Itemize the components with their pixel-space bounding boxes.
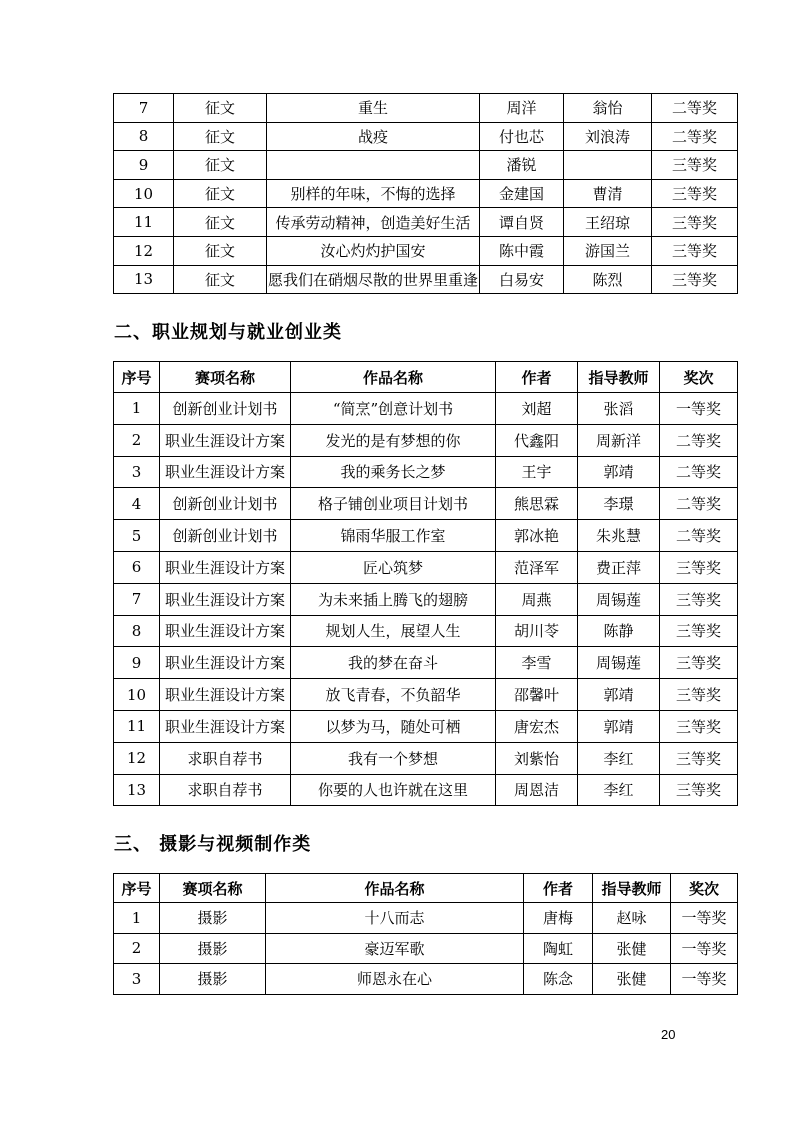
cell-work: 以梦为马，随处可栖 (291, 710, 496, 742)
table-row (114, 742, 738, 774)
cell-author: 付也芯 (480, 122, 564, 151)
cell-teacher: 周锡莲 (578, 583, 660, 615)
cell-work: 别样的年味，不悔的选择 (267, 179, 480, 208)
cell-no: 8 (114, 615, 160, 647)
cell-award: 三等奖 (652, 208, 738, 237)
cell-work: 汝心灼灼护国安 (267, 236, 480, 265)
header-author: 作者 (496, 362, 578, 393)
cell-award: 二等奖 (652, 94, 738, 123)
cell-no: 2 (114, 933, 160, 964)
cell-no: 13 (114, 774, 160, 806)
cell-author: 王宇 (496, 456, 578, 488)
cell-category: 求职自荐书 (160, 742, 291, 774)
table-row (114, 551, 738, 583)
cell-award: 一等奖 (671, 964, 738, 995)
cell-no: 2 (114, 424, 160, 456)
cell-author: 胡川苓 (496, 615, 578, 647)
cell-category: 摄影 (160, 964, 266, 995)
cell-author: 刘超 (496, 393, 578, 425)
cell-category: 职业生涯设计方案 (160, 583, 291, 615)
cell-work: 为未来插上腾飞的翅膀 (291, 583, 496, 615)
cell-award: 二等奖 (660, 520, 738, 552)
cell-award: 二等奖 (652, 122, 738, 151)
cell-category: 征文 (174, 265, 267, 294)
cell-award: 三等奖 (652, 265, 738, 294)
cell-award: 三等奖 (660, 647, 738, 679)
cell-author: 周燕 (496, 583, 578, 615)
cell-category: 职业生涯设计方案 (160, 710, 291, 742)
table-row (114, 647, 738, 679)
cell-work (267, 151, 480, 180)
cell-teacher: 李红 (578, 742, 660, 774)
cell-category: 征文 (174, 236, 267, 265)
cell-category: 职业生涯设计方案 (160, 456, 291, 488)
cell-author: 邵馨叶 (496, 679, 578, 711)
cell-author: 谭自贤 (480, 208, 564, 237)
cell-category: 创新创业计划书 (160, 488, 291, 520)
cell-award: 一等奖 (671, 933, 738, 964)
cell-award: 三等奖 (660, 583, 738, 615)
cell-no: 6 (114, 551, 160, 583)
table-body (114, 903, 738, 995)
cell-award: 三等奖 (660, 742, 738, 774)
cell-no: 13 (114, 265, 174, 294)
header-work: 作品名称 (291, 362, 496, 393)
table-row (114, 583, 738, 615)
cell-category: 求职自荐书 (160, 774, 291, 806)
table-row (114, 265, 738, 294)
cell-teacher: 陈烈 (564, 265, 652, 294)
cell-no: 12 (114, 742, 160, 774)
cell-work: 战疫 (267, 122, 480, 151)
cell-category: 职业生涯设计方案 (160, 615, 291, 647)
table-header-row (114, 874, 738, 903)
cell-teacher: 郭靖 (578, 456, 660, 488)
cell-author: 陈中霞 (480, 236, 564, 265)
cell-work: 我的乘务长之梦 (291, 456, 496, 488)
cell-no: 5 (114, 520, 160, 552)
table-row (114, 393, 738, 425)
table-row (114, 179, 738, 208)
table-row (114, 903, 738, 934)
section-heading-career-planning: 二、职业规划与就业创业类 (114, 322, 342, 343)
cell-award: 三等奖 (660, 679, 738, 711)
cell-award: 三等奖 (652, 236, 738, 265)
table-row (114, 774, 738, 806)
header-teacher: 指导教师 (593, 874, 671, 903)
table-row (114, 488, 738, 520)
cell-teacher: 张健 (593, 964, 671, 995)
cell-award: 三等奖 (660, 774, 738, 806)
cell-author: 潘锐 (480, 151, 564, 180)
table-row (114, 964, 738, 995)
cell-author: 白易安 (480, 265, 564, 294)
cell-no: 8 (114, 122, 174, 151)
cell-teacher: 游国兰 (564, 236, 652, 265)
cell-author: 熊思霖 (496, 488, 578, 520)
cell-author: 李雪 (496, 647, 578, 679)
cell-author: 范泽军 (496, 551, 578, 583)
cell-category: 摄影 (160, 933, 266, 964)
header-no: 序号 (114, 362, 160, 393)
cell-work: 师恩永在心 (266, 964, 524, 995)
cell-work: 我有一个梦想 (291, 742, 496, 774)
cell-teacher: 曹清 (564, 179, 652, 208)
cell-work: 愿我们在硝烟尽散的世界里重逢 (267, 265, 480, 294)
cell-teacher: 周锡莲 (578, 647, 660, 679)
cell-no: 1 (114, 903, 160, 934)
essay-awards-table-continued (113, 93, 738, 294)
cell-work: 格子铺创业项目计划书 (291, 488, 496, 520)
cell-category: 职业生涯设计方案 (160, 647, 291, 679)
cell-category: 职业生涯设计方案 (160, 679, 291, 711)
cell-category: 职业生涯设计方案 (160, 551, 291, 583)
cell-work: 规划人生，展望人生 (291, 615, 496, 647)
cell-category: 征文 (174, 151, 267, 180)
table-row (114, 208, 738, 237)
cell-category: 征文 (174, 208, 267, 237)
cell-teacher: 王绍琼 (564, 208, 652, 237)
cell-award: 二等奖 (660, 424, 738, 456)
cell-no: 10 (114, 179, 174, 208)
cell-teacher: 郭靖 (578, 679, 660, 711)
page-number: 20 (661, 1027, 676, 1042)
cell-award: 三等奖 (652, 151, 738, 180)
cell-author: 刘紫怡 (496, 742, 578, 774)
cell-teacher: 李璟 (578, 488, 660, 520)
header-teacher: 指导教师 (578, 362, 660, 393)
cell-award: 一等奖 (671, 903, 738, 934)
cell-work: 发光的是有梦想的你 (291, 424, 496, 456)
cell-no: 12 (114, 236, 174, 265)
cell-teacher: 周新洋 (578, 424, 660, 456)
cell-work: 重生 (267, 94, 480, 123)
cell-award: 三等奖 (652, 179, 738, 208)
cell-award: 二等奖 (660, 488, 738, 520)
table-row (114, 151, 738, 180)
cell-teacher: 张健 (593, 933, 671, 964)
header-work: 作品名称 (266, 874, 524, 903)
career-planning-awards-table (113, 361, 738, 806)
cell-award: 一等奖 (660, 393, 738, 425)
cell-work: 我的梦在奋斗 (291, 647, 496, 679)
cell-category: 创新创业计划书 (160, 520, 291, 552)
cell-teacher: 赵咏 (593, 903, 671, 934)
cell-no: 9 (114, 647, 160, 679)
cell-teacher: 翁怡 (564, 94, 652, 123)
cell-category: 摄影 (160, 903, 266, 934)
table-body (114, 94, 738, 294)
table-row (114, 236, 738, 265)
cell-no: 9 (114, 151, 174, 180)
cell-category: 征文 (174, 94, 267, 123)
cell-teacher: 郭靖 (578, 710, 660, 742)
cell-teacher: 李红 (578, 774, 660, 806)
table-row (114, 933, 738, 964)
cell-no: 1 (114, 393, 160, 425)
table-row (114, 456, 738, 488)
header-category: 赛项名称 (160, 874, 266, 903)
cell-award: 三等奖 (660, 551, 738, 583)
photography-video-awards-table (113, 873, 738, 995)
cell-category: 职业生涯设计方案 (160, 424, 291, 456)
table-row (114, 122, 738, 151)
header-category: 赛项名称 (160, 362, 291, 393)
table-row (114, 679, 738, 711)
cell-no: 11 (114, 208, 174, 237)
cell-award: 三等奖 (660, 615, 738, 647)
cell-author: 郭冰艳 (496, 520, 578, 552)
cell-author: 陈念 (524, 964, 593, 995)
table-header-row (114, 362, 738, 393)
header-author: 作者 (524, 874, 593, 903)
cell-author: 唐梅 (524, 903, 593, 934)
cell-work: 豪迈军歌 (266, 933, 524, 964)
cell-award: 二等奖 (660, 456, 738, 488)
cell-work: 十八而志 (266, 903, 524, 934)
cell-author: 陶虹 (524, 933, 593, 964)
cell-category: 征文 (174, 179, 267, 208)
cell-work: 锦雨华服工作室 (291, 520, 496, 552)
header-award: 奖次 (660, 362, 738, 393)
header-award: 奖次 (671, 874, 738, 903)
cell-no: 4 (114, 488, 160, 520)
cell-category: 创新创业计划书 (160, 393, 291, 425)
cell-teacher (564, 151, 652, 180)
cell-work: 传承劳动精神，创造美好生活 (267, 208, 480, 237)
cell-teacher: 陈静 (578, 615, 660, 647)
cell-work: 放飞青春，不负韶华 (291, 679, 496, 711)
table-body (114, 393, 738, 806)
cell-award: 三等奖 (660, 710, 738, 742)
section-heading-photography-video: 三、 摄影与视频制作类 (114, 834, 312, 855)
cell-teacher: 张滔 (578, 393, 660, 425)
cell-author: 周恩洁 (496, 774, 578, 806)
cell-author: 唐宏杰 (496, 710, 578, 742)
cell-teacher: 费正萍 (578, 551, 660, 583)
cell-author: 周洋 (480, 94, 564, 123)
cell-category: 征文 (174, 122, 267, 151)
cell-work: 匠心筑梦 (291, 551, 496, 583)
cell-no: 7 (114, 94, 174, 123)
header-no: 序号 (114, 874, 160, 903)
table-row (114, 424, 738, 456)
cell-author: 代鑫阳 (496, 424, 578, 456)
table-row (114, 520, 738, 552)
cell-no: 10 (114, 679, 160, 711)
cell-no: 7 (114, 583, 160, 615)
table-row (114, 615, 738, 647)
cell-no: 3 (114, 456, 160, 488)
cell-no: 11 (114, 710, 160, 742)
cell-author: 金建国 (480, 179, 564, 208)
cell-work: 你要的人也许就在这里 (291, 774, 496, 806)
table-row (114, 710, 738, 742)
table-row (114, 94, 738, 123)
cell-no: 3 (114, 964, 160, 995)
cell-teacher: 朱兆慧 (578, 520, 660, 552)
cell-teacher: 刘浪涛 (564, 122, 652, 151)
cell-work: “简烹”创意计划书 (291, 393, 496, 425)
